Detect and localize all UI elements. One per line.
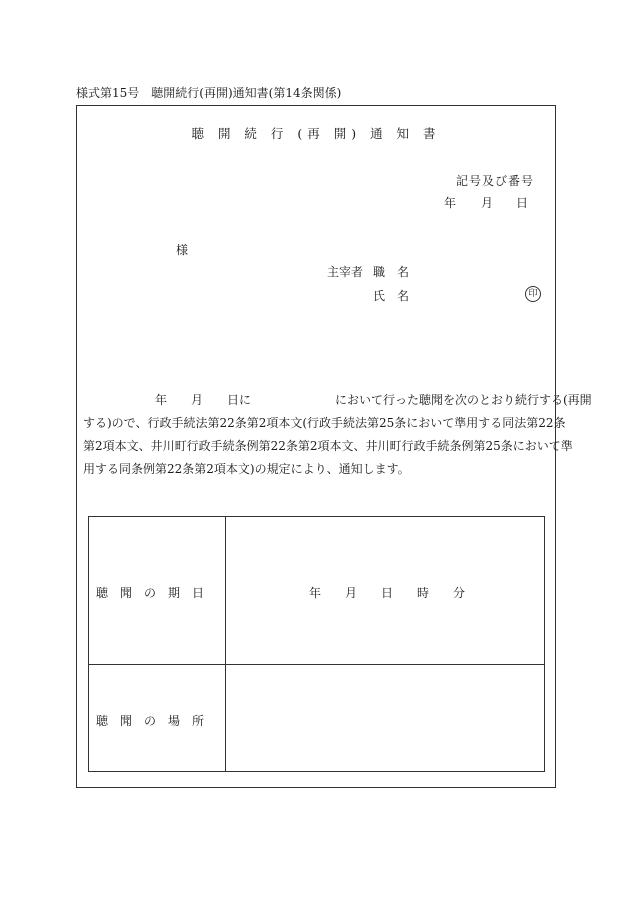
body-line-2: する)ので、行政手続法第22条第2項本文(行政手続法第25条において準用する同法第22条 [83,416,566,430]
document-title: 聴 開 続 行 (再 開) 通 知 書 [191,126,441,141]
form-number-label: 様式第15号 聴開続行(再開)通知書(第14条関係) [76,86,342,100]
hearing-date-day: 日 [381,586,394,600]
table-divider-vertical [225,517,226,771]
table-divider-horizontal [89,664,544,665]
date-year-label: 年 [444,196,457,210]
hearing-date-year: 年 [309,586,322,600]
body-line-4: 用する同条例第22条第2項本文)の規定により、通知します。 [83,462,410,476]
hearing-info-table [88,516,545,772]
name-label-b: 名 [397,289,410,303]
hearing-date-month: 月 [345,586,358,600]
hearing-date-hour: 時 [417,586,430,600]
seal-mark: 印 [525,286,541,302]
date-month-label: 月 [481,196,494,210]
addressee-suffix: 様 [176,243,189,257]
document-number-label: 記号及び番号 [456,174,535,188]
hearing-date-minute: 分 [453,586,466,600]
hearing-place-label: 聴聞の場所 [96,714,217,728]
title-label-b: 名 [397,265,410,279]
title-label-a: 職 [373,265,386,279]
date-day-label: 日 [516,196,529,210]
notice-body [83,389,592,481]
organizer-label: 主宰者 [327,265,364,279]
body-line-3: 第2項本文、井川町行政手続条例第22条第2項本文、井川町行政手続条例第25条において準 [83,439,573,453]
name-label-a: 氏 [373,289,386,303]
body-line-1: 年 月 日に において行った聴聞を次のとおり続行する(再開 [83,393,592,407]
hearing-date-label: 聴聞の期日 [96,586,217,600]
